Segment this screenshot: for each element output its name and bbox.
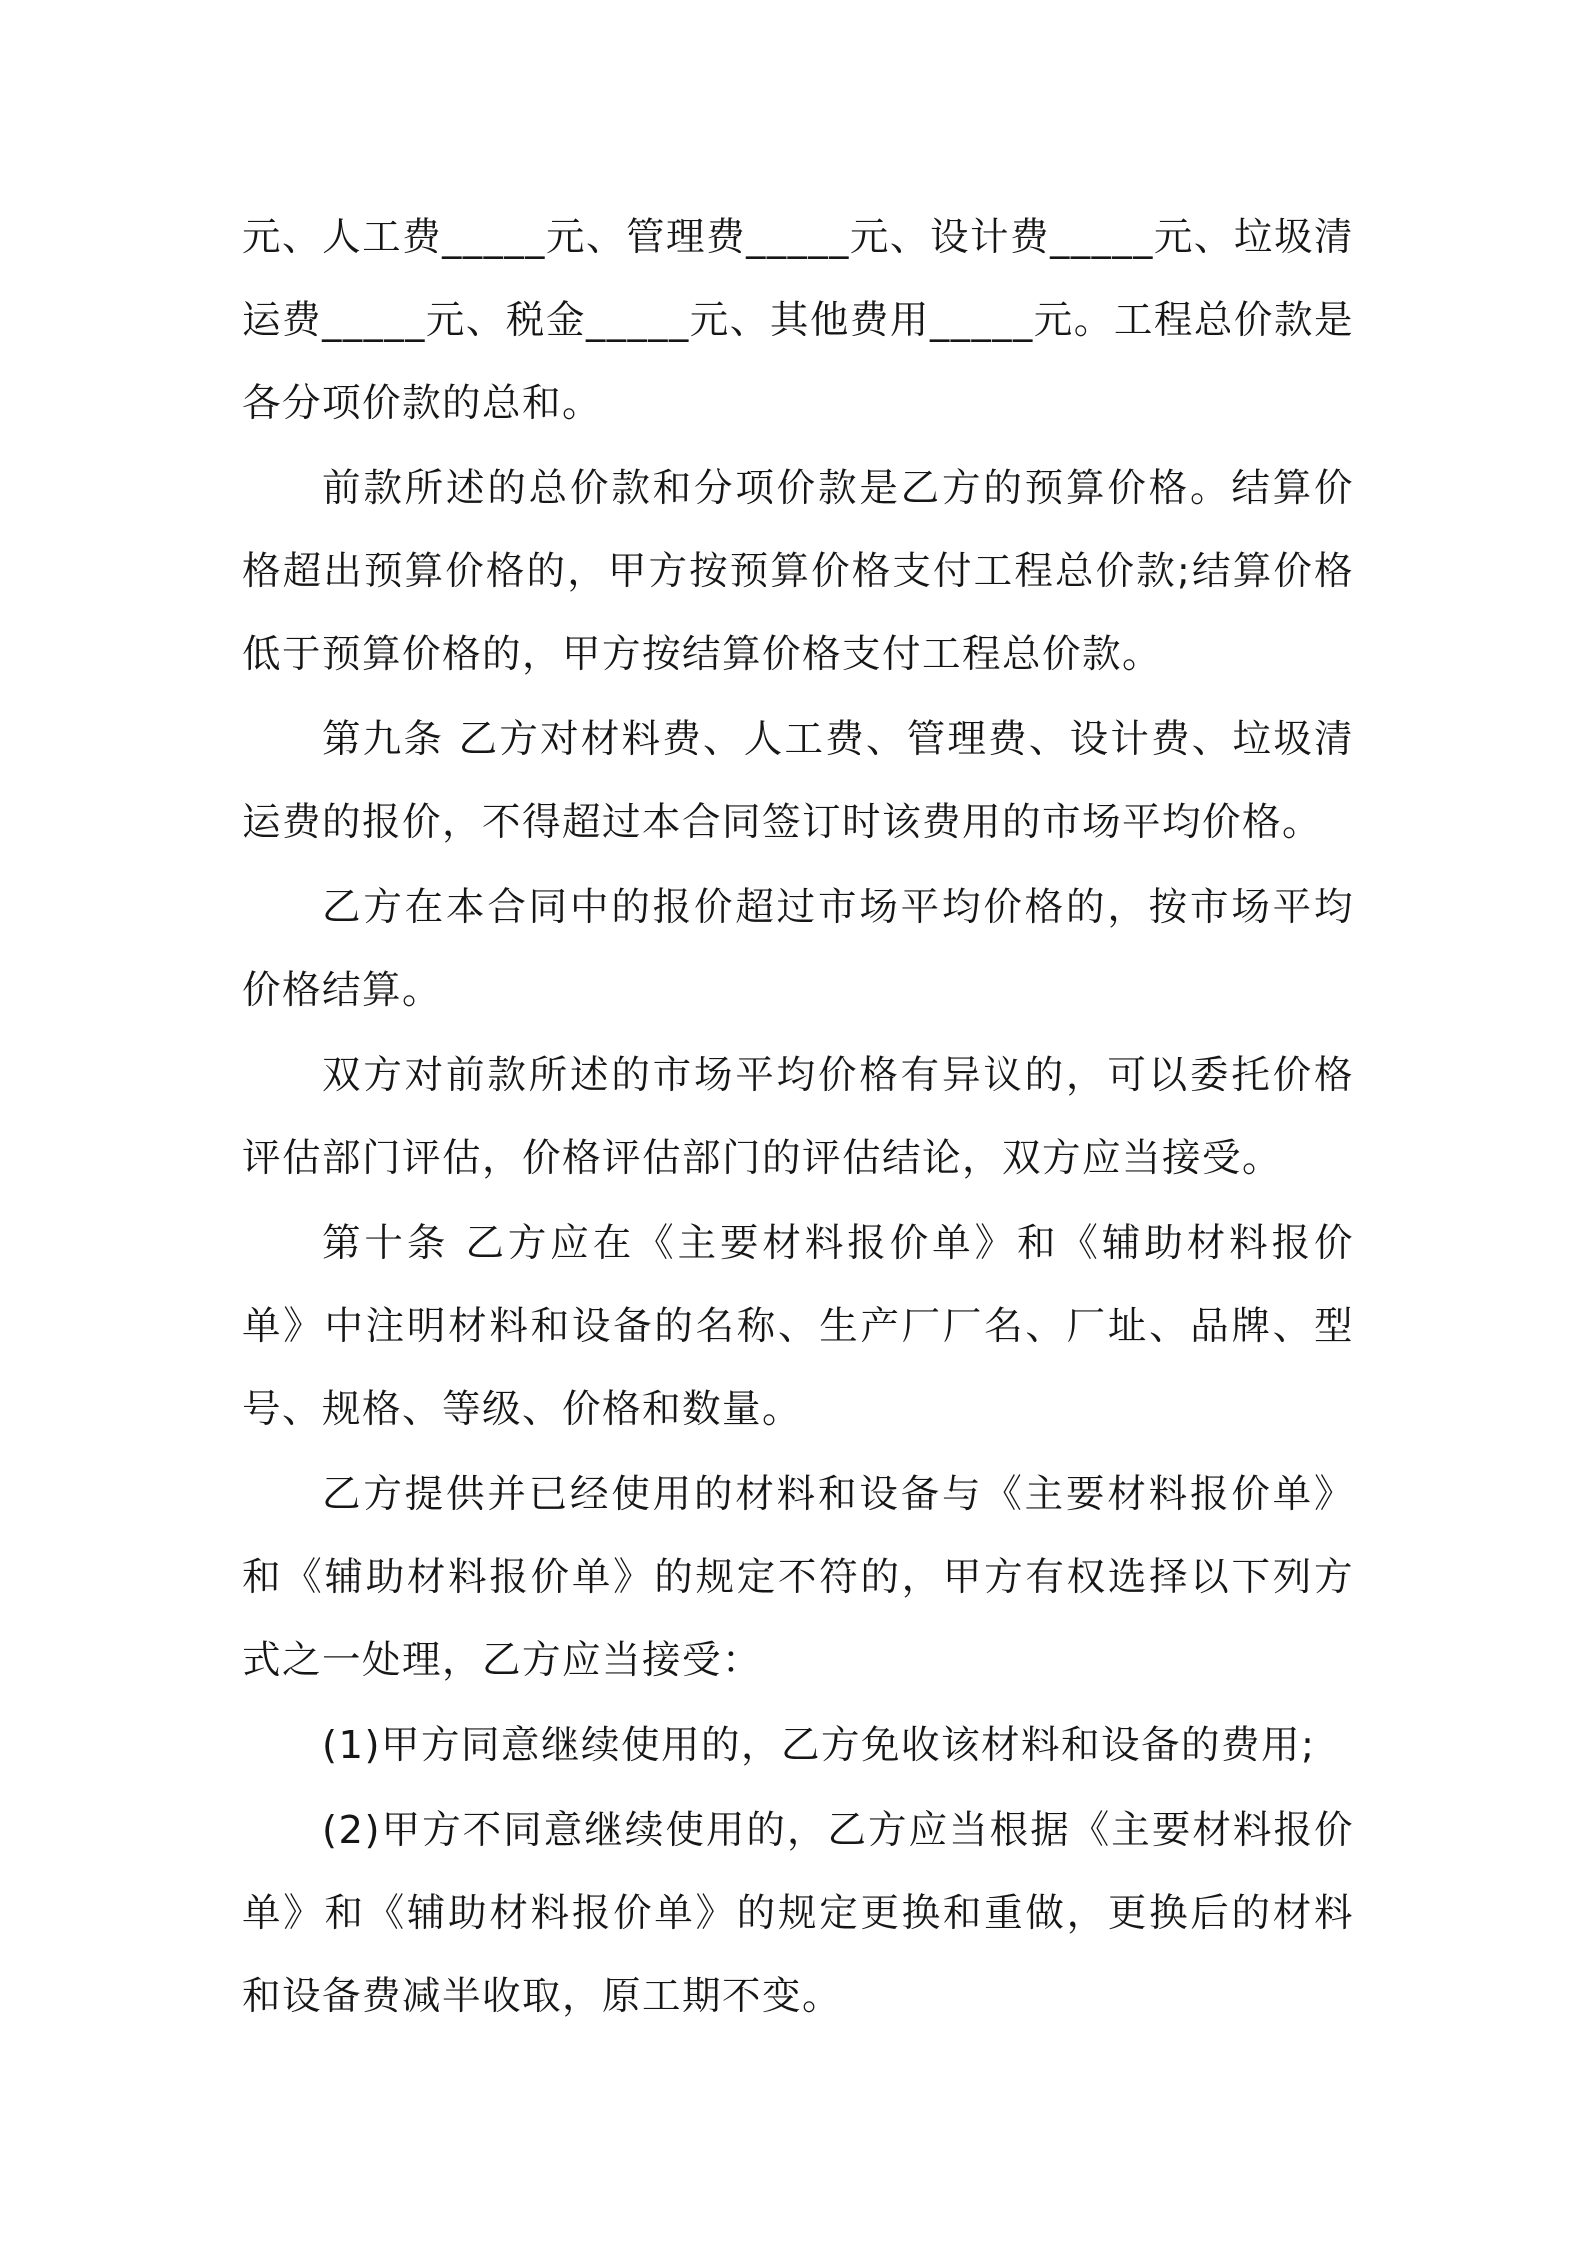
paragraph-article-9: 第九条 乙方对材料费、人工费、管理费、设计费、垃圾清运费的报价，不得超过本合同签订时该费用的市场平均价格。 [242, 717, 1354, 845]
paragraph-price-dispute: 双方对前款所述的市场平均价格有异议的，可以委托价格评估部门评估，价格评估部门的评估结论，双方应当接受。 [242, 1053, 1354, 1181]
paragraph-budget-price: 前款所述的总价款和分项价款是乙方的预算价格。结算价格超出预算价格的，甲方按预算价格支付工程总价款;结算价格低于预算价格的，甲方按结算价格支付工程总价款。 [242, 466, 1354, 677]
paragraph-option-2: (2)甲方不同意继续使用的，乙方应当根据《主要材料报价单》和《辅助材料报价单》的规定更换和重做，更换后的材料和设备费减半收取，原工期不变。 [242, 1808, 1354, 2019]
paragraph-article-10: 第十条 乙方应在《主要材料报价单》和《辅助材料报价单》中注明材料和设备的名称、生产厂厂名、厂址、品牌、型号、规格、等级、价格和数量。 [242, 1221, 1354, 1432]
paragraph-market-price-settlement: 乙方在本合同中的报价超过市场平均价格的，按市场平均价格结算。 [242, 885, 1354, 1013]
paragraph-nonconforming-materials: 乙方提供并已经使用的材料和设备与《主要材料报价单》和《辅助材料报价单》的规定不符的，甲方有权选择以下列方式之一处理，乙方应当接受： [242, 1472, 1354, 1683]
paragraph-fee-list-continued: 元、人工费_____元、管理费_____元、设计费_____元、垃圾清运费_____元、税金_____元、其他费用_____元。工程总价款是各分项价款的总和。 [242, 215, 1354, 426]
paragraph-option-1: (1)甲方同意继续使用的，乙方免收该材料和设备的费用; [322, 1723, 1316, 1768]
document-page [242, 196, 1354, 2040]
